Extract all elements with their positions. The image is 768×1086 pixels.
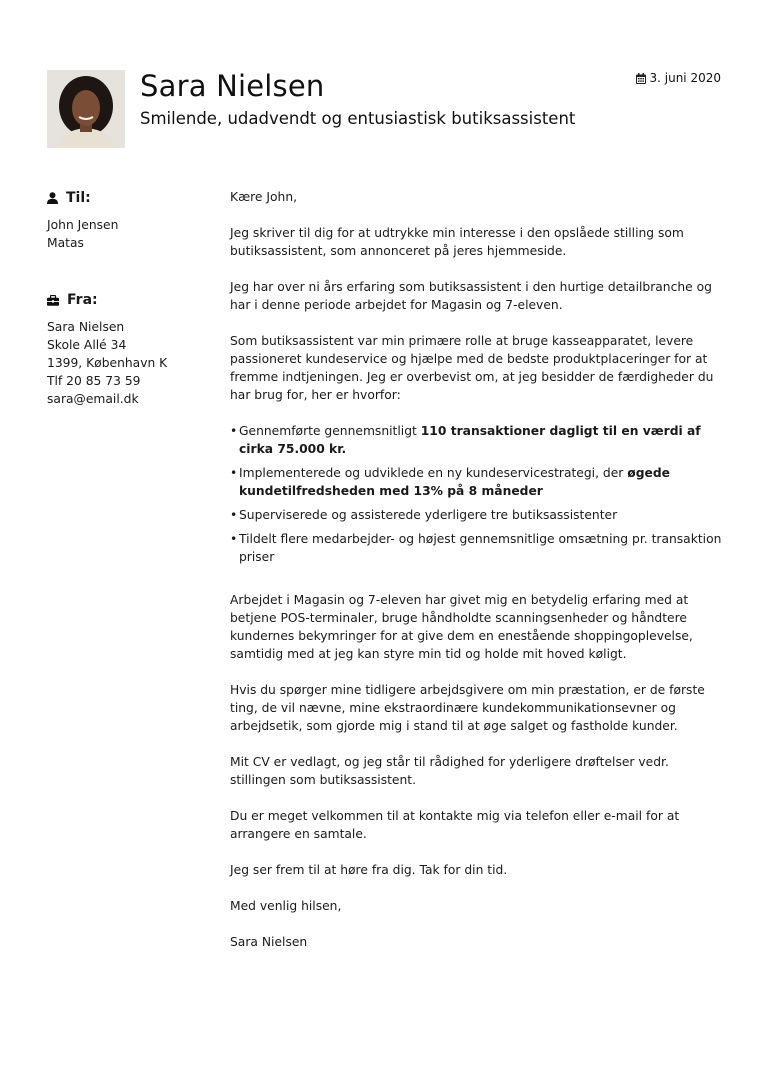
date-text: 3. juni 2020: [649, 71, 721, 85]
achievement-list: [230, 422, 725, 566]
sender-phone: Tlf 20 85 73 59: [47, 374, 141, 388]
sender-heading: [47, 291, 207, 309]
letter-paragraph: Arbejdet i Magasin og 7-eleven har givet mig en betydelig erfaring med at betjene POS-terminaler, bruge håndholdte scanningsenheder og håndtere kundernes bekymringer for at give dem en enestående shoppingoplevelse, samtidig med at jeg kan styre min tid og holde mit hoved køligt.: [230, 593, 693, 661]
letter-paragraph: Jeg skriver til dig for at udtrykke min interesse i den opslåede stilling som butiksassistent, som annonceret på jeres hjemmeside.: [230, 226, 684, 258]
profile-photo: [47, 70, 125, 148]
recipient-heading-label: Til:: [66, 190, 91, 206]
letter-closing: Med venlig hilsen,: [230, 899, 342, 913]
letter-paragraph: Du er meget velkommen til at kontakte mig via telefon eller e-mail for at arrangere en samtale.: [230, 809, 680, 841]
letter-greeting: Kære John,: [230, 190, 298, 204]
list-item: [230, 422, 725, 458]
sender-city: 1399, København K: [47, 356, 168, 370]
letter-paragraph: Mit CV er vedlagt, og jeg står til rådighed for yderligere drøftelser vedr. stillingen som butiksassistent.: [230, 755, 669, 787]
letter-paragraph: Jeg ser frem til at høre fra dig. Tak for din tid.: [230, 863, 508, 877]
list-item-highlight: 110 transaktioner dagligt til en værdi af cirka 75.000 kr.: [239, 424, 701, 456]
list-item-text: Implementerede og udviklede en ny kundeservicestrategi, der: [239, 466, 628, 480]
letter-paragraph: Jeg har over ni års erfaring som butiksassistent i den hurtige detailbranche og har i denne periode arbejdet for Magasin og 7-eleven.: [230, 280, 712, 312]
letter-paragraph: Som butiksassistent var min primære rolle at bruge kasseapparatet, levere passioneret kundeservice og hjælpe med de bedste produktplaceringer for at fremme indtjeningen. Jeg er overbevist om, at jeg besidder de færdigheder du har brug for, her er hvorfor:: [230, 334, 714, 402]
recipient-heading: [47, 189, 207, 207]
list-item: [230, 506, 725, 524]
recipient-name: John Jensen: [47, 218, 119, 232]
list-item-text: Tildelt flere medarbejder- og højest gennemsnitlige omsætning pr. transaktion priser: [239, 532, 722, 564]
briefcase-icon: [47, 295, 59, 306]
sender-heading-label: Fra:: [67, 292, 98, 308]
sender-email: sara@email.dk: [47, 392, 139, 406]
list-item-text: Superviserede og assisterede yderligere tre butiksassistenter: [239, 508, 618, 522]
calendar-icon: [636, 73, 646, 84]
list-item-highlight: øgede kundetilfredsheden med 13% på 8 måneder: [239, 466, 670, 498]
letter-body: [230, 188, 725, 969]
list-item: [230, 464, 725, 500]
sender-name: Sara Nielsen: [47, 320, 125, 334]
recipient-block: [47, 189, 207, 252]
letter-signature: Sara Nielsen: [230, 935, 308, 949]
page-title: Sara Nielsen: [140, 69, 325, 103]
sender-street: Skole Allé 34: [47, 338, 127, 352]
list-item-text: Gennemførte gennemsnitligt: [239, 424, 421, 438]
sender-block: [47, 291, 207, 408]
user-icon: [47, 192, 58, 204]
page-subtitle: Smilende, udadvendt og entusiastisk butiksassistent: [140, 109, 576, 128]
recipient-company: Matas: [47, 236, 84, 250]
letter-paragraph: Hvis du spørger mine tidligere arbejdsgivere om min præstation, er de første ting, de vil nævne, mine ekstraordinære kundekommunikationsevner og arbejdsetik, som gjorde mig i stand til at øge salget og fastholde kunder.: [230, 683, 705, 733]
letter-date: [636, 71, 722, 85]
list-item: [230, 530, 725, 566]
